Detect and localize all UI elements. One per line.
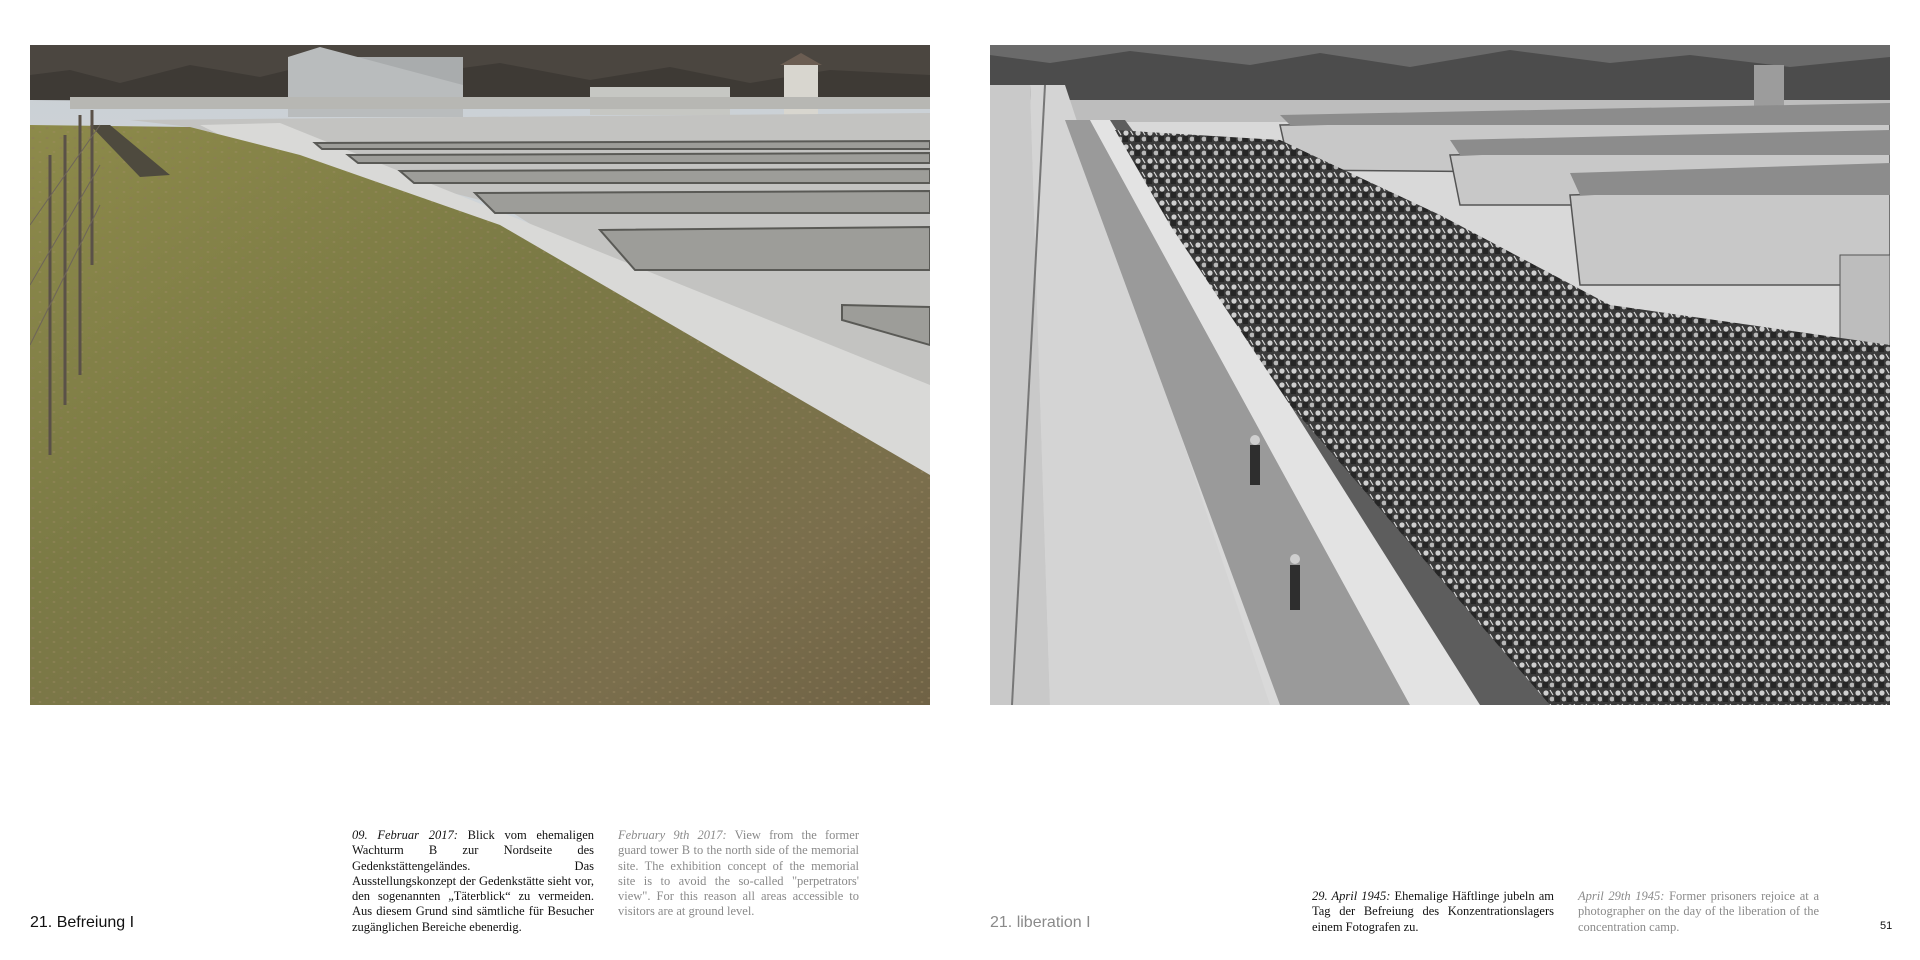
- photo-memorial-site-2017: [30, 45, 930, 705]
- page-number: 51: [1880, 920, 1893, 932]
- caption-right-english: [1578, 889, 1819, 935]
- caption-text: Ehemalige Häftlinge jubeln am Tag der Befreiung des Konzentrationslagers einem Fotografen zu.: [1312, 889, 1554, 934]
- caption-right-german: [1312, 889, 1554, 935]
- caption-date: February 9th 2017:: [618, 828, 727, 842]
- section-title-right: 21. liberation I: [990, 914, 1091, 931]
- section-title-left: 21. Befreiung I: [30, 914, 135, 931]
- caption-text: View from the former guard tower B to the north side of the memorial site. The exhibition concept of the memorial site is to avoid the so-called "perpetrators' view". For this reason all areas accessible to visitors are at ground level.: [618, 828, 859, 919]
- caption-left-english: [618, 828, 859, 920]
- caption-date: 09. Februar 2017:: [352, 828, 458, 842]
- caption-date: April 29th 1945:: [1578, 889, 1665, 903]
- caption-date: 29. April 1945:: [1312, 889, 1391, 903]
- caption-text: Former prisoners rejoice at a photographer on the day of the liberation of the concentration camp.: [1578, 889, 1819, 934]
- caption-left-german: [352, 828, 594, 935]
- photo-liberation-1945: [990, 45, 1890, 705]
- caption-text: Blick vom ehemaligen Wachturm B zur Nordseite des Gedenkstättengeländes. Das Ausstellungskonzept der Gedenkstätte sieht vor, den sogenannten „Täterblick“ zu vermeiden. Aus diesem Grund sind sämtliche für Besucher zugänglichen Bereiche ebenerdig.: [352, 828, 594, 934]
